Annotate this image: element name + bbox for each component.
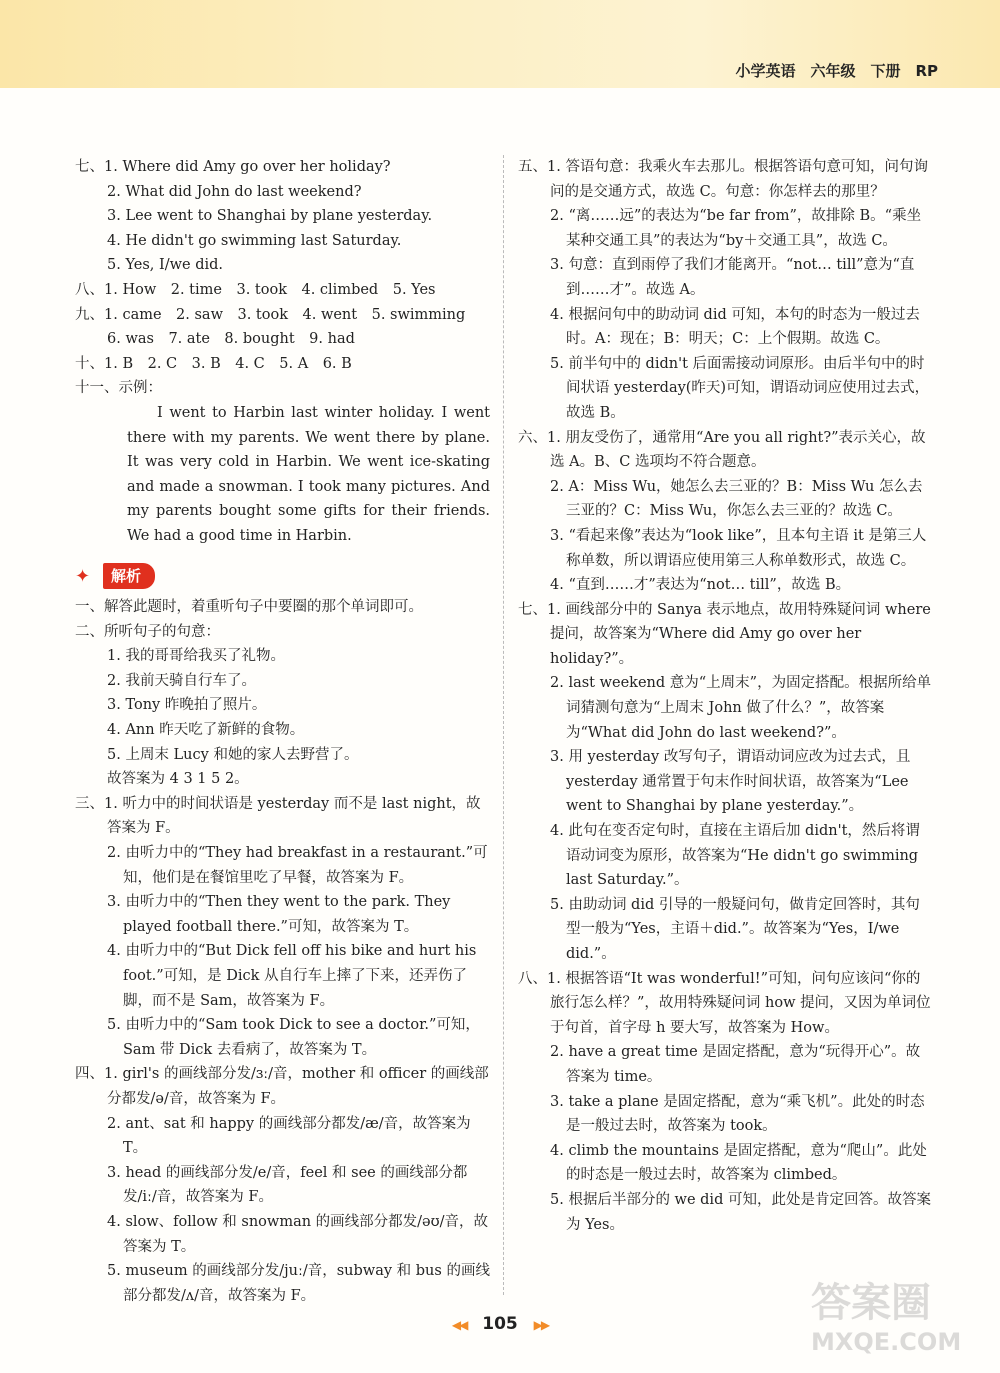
analysis-label: 解析 xyxy=(103,563,155,590)
answer-item: 4. climb the mountains 是固定搭配，意为“爬山”。此处的时态是一般过去时，故答案为 climbed。 xyxy=(550,1142,927,1184)
answer-item: 七、1. Where did Amy go over her holiday? xyxy=(75,159,391,175)
answer-item: 3. 由听力中的“Then they went to the park. They played football there.”可知，故答案为 T。 xyxy=(107,894,451,935)
answer-item: 2. 我前天骑自行车了。 xyxy=(107,672,256,689)
answer-item: 2. A：Miss Wu，她怎么去三亚的？B：Miss Wu 怎么去三亚的？C：Miss Wu，你怎么去三亚的？故选 C。 xyxy=(550,478,923,520)
answer-item: 八、1. How 2. time 3. took 4. climbed 5. Yes xyxy=(75,281,436,298)
left-column xyxy=(75,155,490,1308)
answer-item: 2. “离……远”的表达为“be far from”，故排除 B。“乘坐某种交通工具”的表达为“by＋交通工具”，故选 C。 xyxy=(550,208,922,249)
analysis-icon: ✦ xyxy=(75,565,91,587)
answer-item: 九、1. came 2. saw 3. took 4. went 5. swimming xyxy=(75,306,466,323)
answer-item: 1. 我的哥哥给我买了礼物。 xyxy=(107,648,285,665)
answer-item: 4. 此句在变否定句时，直接在主语后加 didn't，然后将谓语动词变为原形，故答案为“He didn't go swimming last Saturday.”。 xyxy=(550,823,920,889)
answer-item: 3. Tony 昨晚拍了照片。 xyxy=(107,697,267,714)
answer-item: 2. ant、sat 和 happy 的画线部分都发/æ/音，故答案为 T。 xyxy=(107,1115,471,1157)
answer-item: I went to Harbin last winter holiday. I went there with my parents. We went there by plane. It was very cold in Harbin. We went ice-skating and made a snowman. I took many pictures. And my parents bought some gifts for their friends. We had a good time in Harbin. xyxy=(127,404,490,544)
answer-item: 5. 根据后半部分的 we did 可知，此处是肯定回答。故答案为 Yes。 xyxy=(550,1191,931,1233)
answer-item: 3. 句意：直到雨停了我们才能离开。“not… till”意为“直到……才”。故选 A。 xyxy=(550,257,915,298)
answer-item: 3. Lee went to Shanghai by plane yesterday. xyxy=(107,208,433,225)
analysis-badge xyxy=(75,563,155,590)
answer-item: 四、1. girl's 的画线部分发/ɜː/音，mother 和 officer 的画线部分都发/ə/音，故答案为 F。 xyxy=(75,1066,489,1107)
answers-section xyxy=(75,155,490,549)
watermark-url: MXQE.COM xyxy=(811,1328,962,1356)
right-column xyxy=(518,155,934,1237)
answer-item: 4. 由听力中的“But Dick fell off his bike and hurt his foot.”可知，是 Dick 从自行车上摔了下来，还弄伤了脚，而不是 Sam，故答案为 F。 xyxy=(107,943,477,1009)
answer-item: 4. 根据问句中的助动词 did 可知，本句的时态为一般过去时。A：现在；B：明天；C：上个假期。故选 C。 xyxy=(550,306,920,348)
analysis-continued xyxy=(518,155,934,1237)
answer-item: 5. 由助动词 did 引导的一般疑问句，做肯定回答时，其句型一般为“Yes，主语＋did.”。故答案为“Yes，I/we did.”。 xyxy=(550,896,920,962)
answer-item: 3. 用 yesterday 改写句子，谓语动词应改为过去式，且 yesterday 通常置于句末作时间状语，故答案为“Lee went to Shanghai by plane yesterday.”。 xyxy=(550,749,911,815)
answer-item: 2. 由听力中的“They had breakfast in a restaurant.”可知，他们是在餐馆里吃了早餐，故答案为 F。 xyxy=(107,845,488,886)
answer-item: 3. head 的画线部分发/e/音，feel 和 see 的画线部分都发/iː/音，故答案为 F。 xyxy=(107,1164,468,1206)
answer-item: 一、解答此题时，着重听句子中要圈的那个单词即可。 xyxy=(75,599,423,616)
answer-item: 六、1. 朋友受伤了，通常用“Are you all right?”表示关心，故选 A。B、C 选项均不符合题意。 xyxy=(518,429,926,471)
answer-item: 2. have a great time 是固定搭配，意为“玩得开心”。故答案为 time。 xyxy=(550,1044,921,1085)
answer-item: 二、所听句子的句意： xyxy=(75,623,220,640)
answer-item: 十一、示例： xyxy=(75,380,162,397)
watermark-logo xyxy=(811,1271,986,1361)
next-arrows-icon: ▶▶ xyxy=(533,1318,549,1332)
answer-item: 十、1. B 2. C 3. B 4. C 5. A 6. B xyxy=(75,355,352,372)
answer-item: 5. Yes, I/we did. xyxy=(107,257,224,274)
answer-item: 五、1. 答语句意：我乘火车去那儿。根据答语句意可知，问句询问的是交通方式，故选 C。句意：你怎样去的那里？ xyxy=(518,159,928,200)
answer-item: 4. slow、follow 和 snowman 的画线部分都发/əʊ/音，故答案为 T。 xyxy=(107,1213,488,1255)
answer-item: 5. 上周末 Lucy 和她的家人去野营了。 xyxy=(107,746,359,763)
answer-item: 2. What did John do last weekend? xyxy=(107,183,362,200)
answer-item: 3. take a plane 是固定搭配，意为“乘飞机”。此处的时态是一般过去时，故答案为 took。 xyxy=(550,1093,925,1135)
page-number: 105 xyxy=(482,1314,518,1334)
analysis-section xyxy=(75,595,490,1308)
answer-item: 三、1. 听力中的时间状语是 yesterday 而不是 last night，故答案为 F。 xyxy=(75,795,481,837)
answer-item: 5. 前半句中的 didn't 后面需接动词原形。由后半句中的时间状语 yesterday(昨天)可知，谓语动词应使用过去式，故选 B。 xyxy=(550,355,930,421)
answer-item: 4. Ann 昨天吃了新鲜的食物。 xyxy=(107,722,305,739)
answer-item: 2. last weekend 意为“上周末”，为固定搭配。根据所给单词猜测句意为“上周末 John 做了什么？”，故答案为“What did John do last weekend?”。 xyxy=(550,675,932,741)
answer-item: 八、1. 根据答语“It was wonderful!”可知，问句应该问“你的旅行怎么样？”，故用特殊疑问词 how 提问，又因为单词位于句首，首字母 h 要大写，故答案为 How。 xyxy=(518,970,931,1036)
watermark-top: 答案圈 xyxy=(811,1280,931,1326)
answer-item: 6. was 7. ate 8. bought 9. had xyxy=(107,331,355,348)
page-header: 小学英语 六年级 下册 RP xyxy=(735,62,938,80)
answer-item: 故答案为 4 3 1 5 2。 xyxy=(107,771,249,788)
answer-item: 七、1. 画线部分中的 Sanya 表示地点，故用特殊疑问词 where 提问，故答案为“Where did Amy go over her holiday?”。 xyxy=(518,601,931,667)
answer-item: 4. He didn't go swimming last Saturday. xyxy=(107,232,402,249)
answer-item: 5. 由听力中的“Sam took Dick to see a doctor.”可知，Sam 带 Dick 去看病了，故答案为 T。 xyxy=(107,1017,480,1058)
answer-item: 5. museum 的画线部分发/juː/音，subway 和 bus 的画线部分都发/ʌ/音，故答案为 F。 xyxy=(107,1263,490,1304)
answer-item: 4. “直到……才”表达为“not… till”，故选 B。 xyxy=(550,577,851,594)
answer-item: 3. “看起来像”表达为“look like”，且本句主语 it 是第三人称单数，所以谓语应使用第三人称单数形式，故选 C。 xyxy=(550,527,927,569)
column-divider xyxy=(503,155,504,1295)
prev-arrows-icon: ◀◀ xyxy=(451,1318,467,1332)
